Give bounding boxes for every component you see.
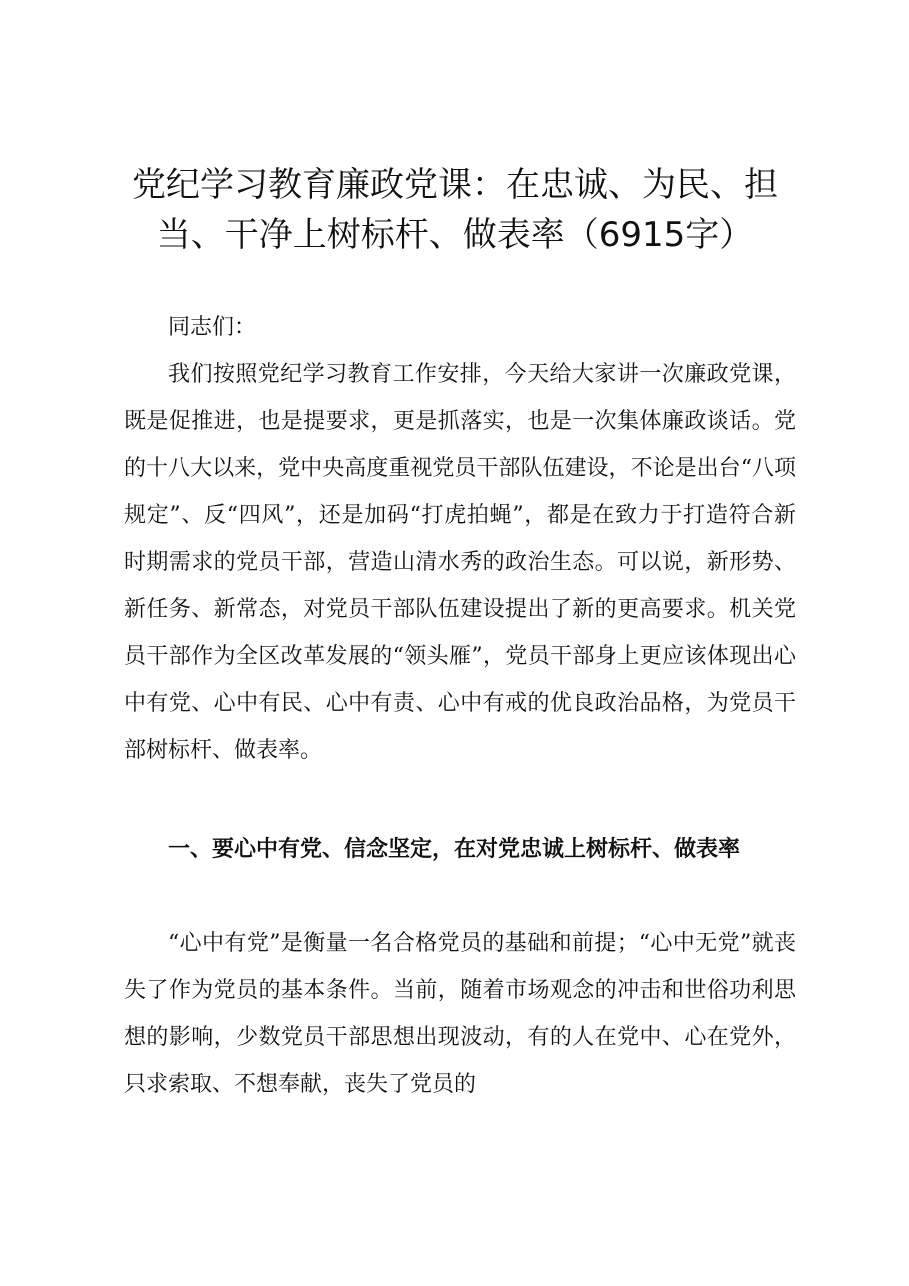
intro-paragraph: 我们按照党纪学习教育工作安排，今天给大家讲一次廉政党课，既是促推进，也是提要求，更是抓落实，也是一次集体廉政谈话。党的十八大以来，党中央高度重视党员干部队伍建设，不论是出台“八项规定”、反“四风”，还是加码“打虎拍蝇”，都是在致力于打造符合新时期需求的党员干部，营造山清水秀的政治生态。可以说，新形势、新任务、新常态，对党员干部队伍建设提出了新的更高要求。机关党员干部作为全区改革发展的“领头雁”，党员干部身上更应该体现出心中有党、心中有民、心中有责、心中有戒的优良政治品格，为党员干部树标杆、做表率。 [124, 362, 796, 763]
greeting: 同志们： [168, 315, 257, 340]
section-1-paragraph: “心中有党”是衡量一名合格党员的基础和前提；“心中无党”就丧失了作为党员的基本条件。当前，随着市场观念的冲击和世俗功利思想的影响，少数党员干部思想出现波动，有的人在党中、心在党外，只求索取、不想奉献，丧失了党员的 [124, 931, 796, 1097]
document-title: 党纪学习教育廉政党课：在忠诚、为民、担当、干净上树标杆、做表率（6915字） [132, 165, 778, 255]
section-heading-1: 一、要心中有党、信念坚定，在对党忠诚上树标杆、做表率 [168, 837, 741, 862]
